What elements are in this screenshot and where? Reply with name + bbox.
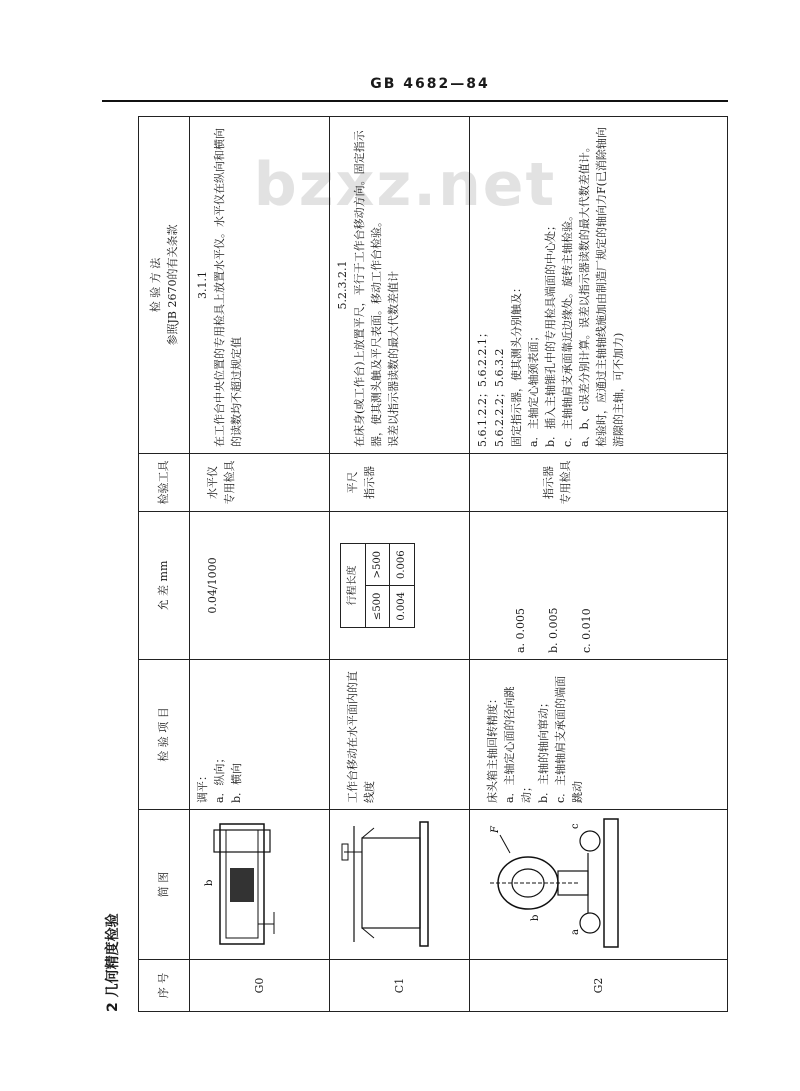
tolerance-line: c. 0.010: [580, 608, 594, 653]
method-text: 误差以指示器读数的最大代数差值计: [387, 271, 401, 447]
tool-line: 指示器: [363, 466, 377, 499]
item-cell: [190, 660, 330, 810]
tool-line: 指示器: [542, 466, 555, 499]
straightedge-setup-diagram: [340, 817, 436, 953]
item-cell: [470, 660, 728, 810]
figure-label-f: F: [490, 826, 501, 833]
spindle-runout-diagram: [480, 813, 630, 953]
tolerance-line: a. 0.005: [514, 607, 527, 653]
figure-cell: [330, 810, 470, 960]
item-line: 调平：: [196, 770, 209, 803]
stroke-length-subtable: [340, 543, 415, 627]
standard-number: GB 4682—84: [370, 76, 490, 92]
tolerance-cell: [470, 512, 728, 660]
row-number: G0: [190, 960, 330, 1012]
method-text: b．插入主轴锥孔中的专用检具端面的中心处；: [544, 219, 558, 447]
subtable-val-gt500: 0.006: [390, 544, 415, 586]
header-rule: [102, 100, 728, 102]
row-number: G2: [470, 960, 728, 1012]
method-clause: 5.6.2.2.2；5.6.3.2: [493, 348, 507, 447]
figure-cell: [470, 810, 728, 960]
tool-line: 专用检具: [559, 460, 573, 505]
method-clause: 3.1.1: [196, 271, 209, 299]
header-tool: 检验工具: [139, 454, 190, 512]
level-fixture-diagram: [200, 817, 280, 953]
item-line: 工作台移动在水平面内的直线度: [346, 671, 377, 803]
figure-label-a: a: [570, 929, 581, 935]
figure-label-b: b: [204, 880, 215, 887]
method-text: 固定指示器，使其测头分别触及：: [510, 282, 524, 447]
rotated-page-content: [105, 117, 728, 1012]
method-text: c．主轴轴肩支承面靠近边缘处。旋转主轴检验。: [561, 209, 575, 447]
subtable-col-gt500: >500: [365, 544, 390, 586]
tolerance-cell: [330, 512, 470, 660]
method-clause: 5.2.3.2.1: [336, 260, 349, 310]
figure-cell: [190, 810, 330, 960]
tool-line: 水平仪: [206, 466, 219, 499]
section-title: 2 几何精度检验: [105, 913, 121, 1012]
subtable-val-le500: 0.004: [390, 586, 415, 628]
method-text: 在工作台中央位置的专用检具上放置水平仪。水平仪在纵向和横向的读数均不超过规定值: [213, 128, 244, 447]
header-method-title: 检 验 方 法: [148, 257, 162, 313]
subtable-header: 行程长度: [341, 544, 366, 627]
method-text: a、b、c误差分别计算。误差以指示器读数的最大代数差值计。: [578, 141, 592, 447]
method-text: 检验时，应通过主轴轴线施加由制造厂规定的轴向力F(已消除轴向游隙的主轴，可不加力): [595, 127, 626, 447]
tool-cell: [470, 454, 728, 512]
header-no: 序 号: [139, 960, 190, 1012]
method-text: a．主轴定心轴颈表面；: [527, 330, 541, 447]
item-cell: [330, 660, 470, 810]
item-line: a．主轴定心面的径向跳动；: [503, 686, 534, 803]
tool-cell: [190, 454, 330, 512]
table-row: [470, 117, 728, 1012]
subtable-col-le500: ≤500: [365, 586, 390, 628]
item-line: b．横向: [230, 762, 244, 803]
header-method: [139, 117, 190, 454]
item-line: a．纵向；: [213, 752, 227, 803]
figure-label-b: b: [530, 914, 541, 921]
tool-cell: [330, 454, 470, 512]
inspection-table: [138, 116, 728, 1012]
header-tolerance: 允 差 mm: [139, 512, 190, 660]
item-line: 床头箱主轴回转精度：: [486, 693, 499, 803]
method-cell: [470, 117, 728, 454]
watermark: bzxz.net: [253, 150, 557, 220]
tool-line: 平尺: [346, 471, 359, 494]
method-clause: 5.6.1.2.2；5.6.2.2.1；: [476, 327, 489, 447]
figure-label-c: c: [570, 823, 581, 829]
row-number: C1: [330, 960, 470, 1012]
method-cell: [190, 117, 330, 454]
header-figure: 简 图: [139, 810, 190, 960]
method-text: 在床身(或工作台)上放置平尺，平行于工作台移动方向。固定指示器，使其测头触及平尺表面。移动工作台检验。: [353, 130, 384, 447]
table-row: [190, 117, 330, 1012]
header-method-ref: 参照JB 2670的有关条款: [166, 224, 179, 346]
method-cell: [330, 117, 470, 454]
table-row: [330, 117, 470, 1012]
item-line: b．主轴的轴向窜动；: [537, 696, 551, 803]
header-item: 检 验 项 目: [139, 660, 190, 810]
tool-line: 专用检具: [223, 460, 237, 505]
table-header-row: [139, 117, 190, 1012]
item-line: c．主轴轴肩支承面的端面跳动: [554, 675, 585, 803]
tolerance-cell: 0.04/1000: [190, 512, 330, 660]
tolerance-line: b. 0.005: [547, 607, 561, 653]
